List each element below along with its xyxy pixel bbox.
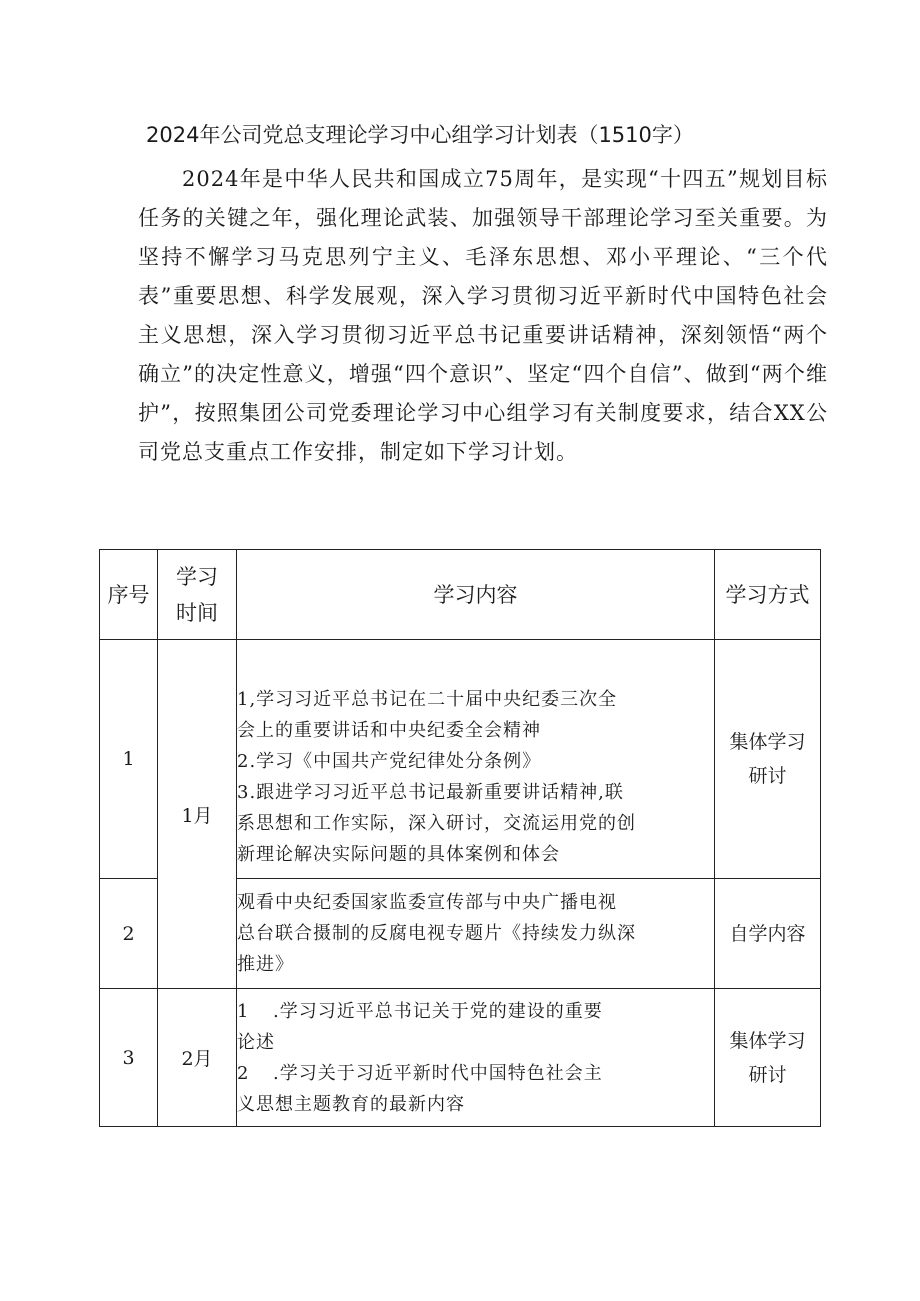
row-num: 1 bbox=[100, 640, 158, 879]
study-plan-table bbox=[99, 549, 821, 1127]
content-line: 会上的重要讲话和中央纪委全会精神 bbox=[237, 720, 541, 741]
row-time: 1月 bbox=[158, 640, 237, 989]
header-time-line2: 时间 bbox=[176, 600, 218, 625]
content-line: 2.学习《中国共产党纪律处分条例》 bbox=[237, 751, 542, 772]
intro-text: 2024年是中华人民共和国成立75周年，是实现“十四五”规划目标任务的关键之年，强化理论武装、加强领导干部理论学习至关重要。为坚持不懈学习马克思列宁主义、毛泽东思想、邓小平理论、“三个代表”重要思想、科学发展观，深入学习贯彻习近平新时代中国特色社会主义思想，深入学习贯彻习近平总书记重要讲话精神，深刻领悟“两个确立”的决定性意义，增强“四个意识”、坚定“四个自信”、做到“两个维护”，按照集团公司党委理论学习中心组学习有关制度要求，结合XX公司党总支重点工作安排，制定如下学习计划。 bbox=[138, 167, 828, 464]
method-line2: 研讨 bbox=[748, 765, 787, 787]
row-content bbox=[237, 989, 715, 1127]
content-line: 推进》 bbox=[237, 954, 294, 975]
row-num: 3 bbox=[100, 989, 158, 1127]
method-line2: 研讨 bbox=[748, 1063, 787, 1086]
content-line: 总台联合摄制的反腐电视专题片《持续发力纵深 bbox=[237, 923, 636, 944]
method-line1: 自学内容 bbox=[729, 922, 806, 945]
method-line1: 集体学习 bbox=[729, 1029, 806, 1052]
item-text: .学习关于习近平新时代中国特色社会主 bbox=[273, 1062, 603, 1084]
row-content bbox=[237, 879, 715, 989]
header-content: 学习内容 bbox=[237, 550, 715, 640]
row-time: 2月 bbox=[158, 989, 237, 1127]
content-line: 1,学习习近平总书记在二十届中央纪委三次全 bbox=[237, 689, 618, 710]
row-num: 2 bbox=[100, 879, 158, 989]
header-time-line1: 学习 bbox=[176, 564, 218, 589]
table-header-row bbox=[100, 550, 821, 640]
table-row bbox=[100, 989, 821, 1127]
content-line: 论述 bbox=[237, 1031, 275, 1053]
content-item-1 bbox=[237, 996, 714, 1027]
method-line1: 集体学习 bbox=[729, 731, 806, 753]
content-line: 义思想主题教育的最新内容 bbox=[237, 1093, 465, 1115]
document-title: 2024年公司党总支理论学习中心组学习计划表（1510字） bbox=[146, 123, 694, 147]
header-method: 学习方式 bbox=[715, 550, 821, 640]
header-num: 序号 bbox=[100, 550, 158, 640]
content-line: 新理论解决实际问题的具体案例和体会 bbox=[237, 844, 560, 865]
content-line: 系思想和工作实际，深入研讨，交流运用党的创 bbox=[237, 813, 636, 834]
row-method bbox=[715, 879, 821, 989]
item-number: 1 bbox=[237, 1000, 250, 1022]
row-method bbox=[715, 640, 821, 879]
row-method bbox=[715, 989, 821, 1127]
header-time bbox=[158, 550, 237, 640]
intro-paragraph bbox=[138, 160, 828, 472]
item-number: 2 bbox=[237, 1062, 250, 1084]
item-text: .学习习近平总书记关于党的建设的重要 bbox=[273, 1000, 603, 1022]
row-content bbox=[237, 640, 715, 879]
content-line: 3.跟进学习习近平总书记最新重要讲话精神,联 bbox=[237, 782, 624, 803]
content-line: 观看中央纪委国家监委宣传部与中央广播电视 bbox=[237, 892, 617, 913]
content-item-2 bbox=[237, 1058, 714, 1089]
table-row bbox=[100, 640, 821, 879]
